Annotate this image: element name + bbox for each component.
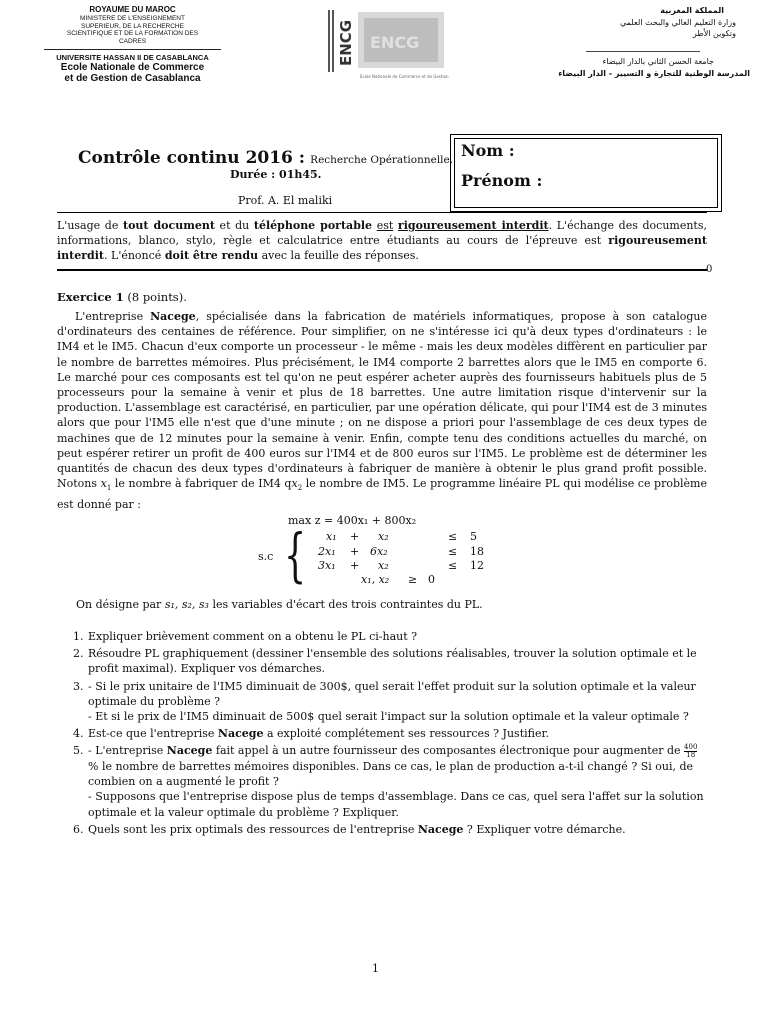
arabic-kingdom-label: المملكة المغربية — [660, 6, 724, 15]
question-number: 6. — [73, 822, 84, 836]
lp-c3-op: ≤ — [448, 559, 458, 572]
lp-c2-rhs: 18 — [470, 545, 484, 558]
name-label: Nom : — [461, 141, 515, 160]
lp-c2-op: ≤ — [448, 545, 458, 558]
lp-c2-lhs1: 2x₁ — [318, 545, 336, 558]
variable-x: x — [100, 477, 107, 491]
exam-rules-paragraph — [57, 218, 707, 263]
university-label: UNIVERSITE HASSAN II DE CASABLANCA — [56, 53, 209, 62]
arabic-ministry-line-2: وتكوين الأطر — [692, 29, 736, 38]
lp-c1-op: ≤ — [448, 530, 458, 543]
slack-text: On désigne par — [76, 598, 165, 611]
question-6 — [57, 822, 707, 837]
student-id-box-inner — [454, 138, 718, 208]
variable-x1: $x_1$ — [100, 477, 112, 493]
question-text: fait appel à un autre fournisseur des composantes électronique pour augmenter de — [212, 744, 685, 758]
exam-subject: Recherche Opérationnelle. — [310, 154, 454, 166]
lp-st-label: s.c — [258, 550, 274, 563]
logo-caption: Ecole Nationale de Commerce et de Gestion — [360, 74, 449, 79]
page-number: 1 — [372, 962, 379, 975]
rules-emphasis-underline: rigoureusement interdit — [397, 219, 549, 232]
lp-c4-op: ≥ — [408, 573, 418, 586]
lp-c4-vars: x₁, x₂ — [361, 573, 390, 586]
question-number: 3. — [73, 679, 84, 693]
exercise-title — [57, 290, 187, 304]
rules-emphasis: téléphone portable — [253, 219, 373, 232]
exercise-points: (8 points). — [127, 290, 187, 304]
company-name: Nacege — [150, 310, 196, 323]
header-rule — [57, 212, 707, 213]
rules-text: . L'énoncé — [104, 249, 165, 262]
question-3 — [57, 679, 707, 725]
statement-text: le nombre à fabriquer de IM4 q — [111, 477, 292, 491]
lp-c1-rhs: 5 — [470, 530, 477, 543]
rules-emphasis: doit être rendu — [164, 249, 259, 262]
slack-variables: s₁, s₂, s₃ — [164, 598, 209, 611]
arabic-school-label: المدرسة الوطنية للتجارة و التسيير - الدار البيضاء — [558, 69, 750, 78]
question-text: a exploité complétement ses ressources ? Justifier. — [263, 727, 550, 741]
company-name: Nacege — [166, 744, 213, 758]
lp-c2-plus: + — [350, 545, 360, 558]
exam-title — [78, 148, 453, 168]
lp-c4-rhs: 0 — [428, 573, 435, 586]
firstname-label: Prénom : — [461, 171, 543, 190]
school-line-2: et de Gestion de Casablanca — [64, 73, 201, 84]
arabic-university-label: جامعة الحسن الثاني بالدار البيضاء — [602, 57, 714, 66]
question-text: - L'entreprise — [88, 744, 167, 758]
ministry-line-2: SUPERIEUR, DE LA RECHERCHE — [81, 22, 184, 30]
exam-duration: Durée : 01h45. — [230, 168, 322, 181]
lp-c3-lhs2: x₂ — [378, 559, 389, 572]
lp-c1-plus: + — [350, 530, 360, 543]
header-right-institution — [540, 5, 750, 80]
rules-emphasis: tout document — [123, 219, 215, 232]
thick-divider — [57, 269, 707, 271]
slack-variables-sentence — [76, 598, 483, 611]
question-text: ? Expliquer votre démarche. — [463, 822, 626, 836]
variable-x: x — [291, 477, 298, 491]
exam-title-main: Contrôle continu 2016 : — [78, 148, 306, 168]
header-left-institution — [30, 5, 235, 84]
encg-logo — [320, 8, 450, 90]
fraction-denominator: 18 — [686, 750, 696, 759]
divider-marker: 0 — [706, 264, 713, 275]
lp-c1-lhs2: x₂ — [378, 530, 389, 543]
exercise-heading: Exercice 1 — [57, 290, 124, 304]
rules-text: avec la feuille des réponses. — [258, 249, 419, 262]
question-1 — [57, 629, 707, 644]
exercise-statement — [57, 309, 707, 512]
question-text: Est-ce que l'entreprise — [88, 727, 218, 741]
question-number: 5. — [73, 744, 84, 758]
lp-c3-plus: + — [350, 559, 360, 572]
question-text: - Et si le prix de l'IM5 diminuait de 500$ quel serait l'impact sur la solution optimale et la valeur optimale ? — [88, 710, 689, 724]
question-text: % le nombre de barrettes mémoires disponibles. Dans ce cas, le plan de production a-t-il changé ? Si oui, de combien on a augmenté le profit ? — [88, 759, 694, 789]
lp-c3-rhs: 12 — [470, 559, 484, 572]
statement-text: , spécialisée dans la fabrication de matériels informatiques, propose à son catalogue d'ordinateurs des centaines de référence. Pour simplifier, on ne s'intéresse ici qu'à deux types d'ordinateurs : le IM4 et le IM5. Chacun d'eux comporte un processeur - le même - mais les deux modèles diffèrent en particulier par le nombre de barrettes mémoires. Plus précisément, le IM4 comporte 2 barrettes alors que le IM5 en comporte 6. Le marché pour ces composants est tel qu'on ne peut espérer acheter auprès des fournisseurs habituels plus de 5 processeurs pour la semaine à venir et plus de 18 barrettes. Une autre limitation risque d'intervenir sur la production. L'assemblage est caractérisé, en particulier, par une opération délicate, qui pour l'IM4 est de 3 minutes alors que pour l'IM5 elle n'est que d'une minute ; on ne dispose a priori pour l'assemblage de ces deux types de machines que de 12 minutes pour la semaine à venir. Enfin, compte tenu des conditions actuelles du marché, on peut espérer retirer un profit de 400 euros sur l'IM4 et de 800 euros sur l'IM5. Le problème est de déterminer les quantités de chacun des deux types d'ordinateurs à fabriquer de manière à obtenir le plus grand profit possible. Notons — [57, 310, 707, 491]
question-text: Résoudre PL graphiquement (dessiner l'ensemble des solutions réalisables, trouver la solution optimale et le profit maximal). Expliquer vos démarches. — [88, 647, 697, 676]
question-5 — [57, 743, 707, 819]
logo-box-text: ENCG — [370, 33, 420, 52]
lp-c3-lhs1: 3x₁ — [318, 559, 336, 572]
question-list — [57, 629, 707, 839]
question-2 — [57, 646, 707, 676]
ministry-line-4: CADRES — [118, 37, 147, 45]
rules-text: L'usage de — [57, 219, 123, 232]
header-right-divider — [586, 51, 700, 52]
exam-professor: Prof. A. El maliki — [238, 194, 333, 207]
fraction-numerator: 400 — [684, 742, 698, 751]
lp-c2-lhs2: 6x₂ — [370, 545, 388, 558]
lp-objective: max z = 400x₁ + 800x₂ — [288, 514, 417, 527]
slack-text: les variables d'écart des trois contraintes du PL. — [208, 598, 483, 611]
lp-constraint-brace: { — [284, 521, 307, 589]
question-text: Expliquer brièvement comment on a obtenu le PL ci-haut ? — [88, 630, 418, 643]
lp-c1-lhs1: x₁ — [326, 530, 337, 543]
question-text: - Supposons que l'entreprise dispose plus de temps d'assemblage. Dans ce cas, quel sera l'affet sur la solution optimale et la valeur optimale du problème ? Expliquer. — [88, 790, 704, 819]
company-name: Nacege — [417, 822, 464, 836]
logo-vertical-text: ENCG — [337, 19, 355, 66]
statement-text: le nombre de IM5. Le programme linéaire PL qui modélise ce problème est donné par : — [57, 477, 707, 511]
ministry-line-1: MINISTERE DE L'ENSEIGNEMENT — [80, 15, 185, 22]
question-number: 4. — [73, 727, 84, 741]
question-number: 1. — [73, 630, 84, 643]
arabic-ministry-line-1: وزارة التعليم العالي والبحث العلمي — [620, 18, 736, 27]
rules-text: . L'échange des documents, informations, blanco, stylo, règle et calculatrice entre étudiants au cours de l'épreuve est — [57, 219, 707, 247]
rules-emphasis: rigoureusement interdit — [57, 234, 707, 262]
header-left-divider — [44, 49, 221, 50]
question-4 — [57, 726, 707, 741]
student-id-box — [450, 134, 722, 212]
question-text: - Si le prix unitaire de l'IM5 diminuait de 300$, quel serait l'effet produit sur la solution optimale et la valeur optimale du problème ? — [88, 679, 696, 708]
variable-x2: $x_2$ — [291, 477, 303, 493]
rules-text: et du — [214, 219, 254, 232]
school-line-1: Ecole Nationale de Commerce — [60, 62, 205, 73]
statement-text: L'entreprise — [75, 310, 151, 323]
ministry-line-3: SCIENTIFIQUE ET DE LA FORMATION DES — [66, 30, 199, 37]
question-number: 2. — [73, 647, 84, 661]
rules-underline: est — [376, 219, 394, 232]
question-text: Quels sont les prix optimals des ressources de l'entreprise — [88, 822, 418, 836]
company-name: Nacege — [217, 727, 264, 741]
fraction — [684, 744, 697, 759]
kingdom-label: ROYAUME DU MAROC — [89, 5, 176, 14]
